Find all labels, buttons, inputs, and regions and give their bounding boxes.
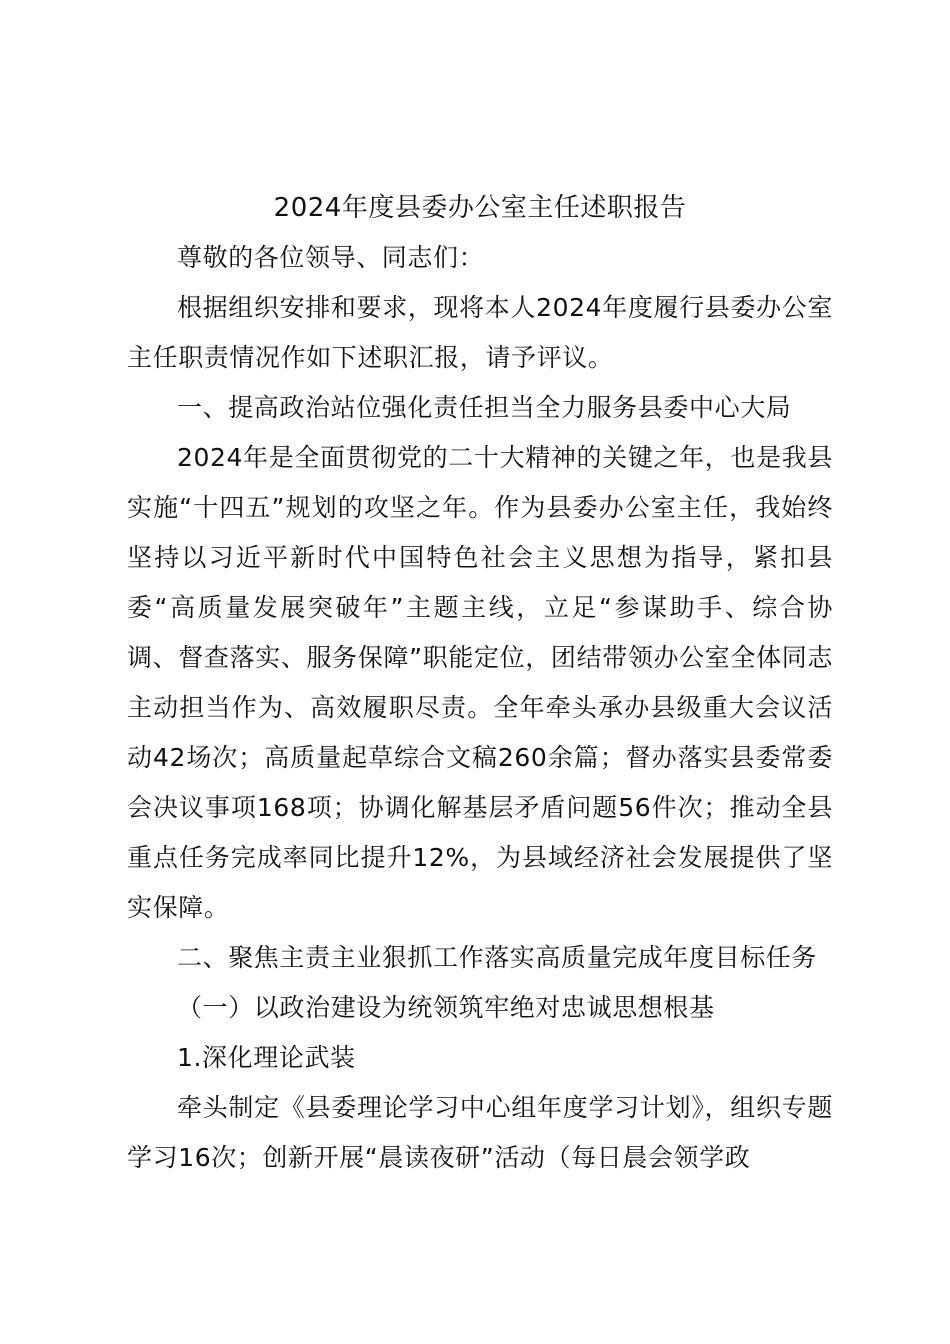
intro-paragraph: 根据组织安排和要求，现将本人2024年度履行县委办公室主任职责情况作如下述职汇报，请予评议。 bbox=[127, 293, 833, 372]
document-title: 2024年度县委办公室主任述职报告 bbox=[273, 193, 687, 223]
item-1-heading: 1.深化理论武装 bbox=[177, 1043, 356, 1072]
section-2-heading: 二、聚焦主责主业狠抓工作落实高质量完成年度目标任务 bbox=[177, 943, 818, 972]
subsection-1-heading: （一）以政治建设为统领筑牢绝对忠诚思想根基 bbox=[177, 993, 715, 1022]
section-1-heading: 一、提高政治站位强化责任担当全力服务县委中心大局 bbox=[177, 393, 792, 422]
section-1-body: 2024年是全面贯彻党的二十大精神的关键之年，也是我县实施“十四五”规划的攻坚之年。作为县委办公室主任，我始终坚持以习近平新时代中国特色社会主义思想为指导，紧扣县委“高质量发展突破年”主题主线，立足“参谋助手、综合协调、督查落实、服务保障”职能定位，团结带领办公室全体同志主动担当作为、高效履职尽责。全年牵头承办县级重大会议活动42场次；高质量起草综合文稿260余篇；督办落实县委常委会决议事项168项；协调化解基层矛盾问题56件次；推动全县重点任务完成率同比提升12%，为县域经济社会发展提供了坚实保障。 bbox=[127, 443, 833, 922]
salutation: 尊敬的各位领导、同志们： bbox=[177, 243, 485, 272]
document-page bbox=[127, 183, 833, 1183]
item-1-body: 牵头制定《县委理论学习中心组年度学习计划》，组织专题学习16次；创新开展“晨读夜研”活动（每日晨会领学政 bbox=[127, 1093, 833, 1172]
